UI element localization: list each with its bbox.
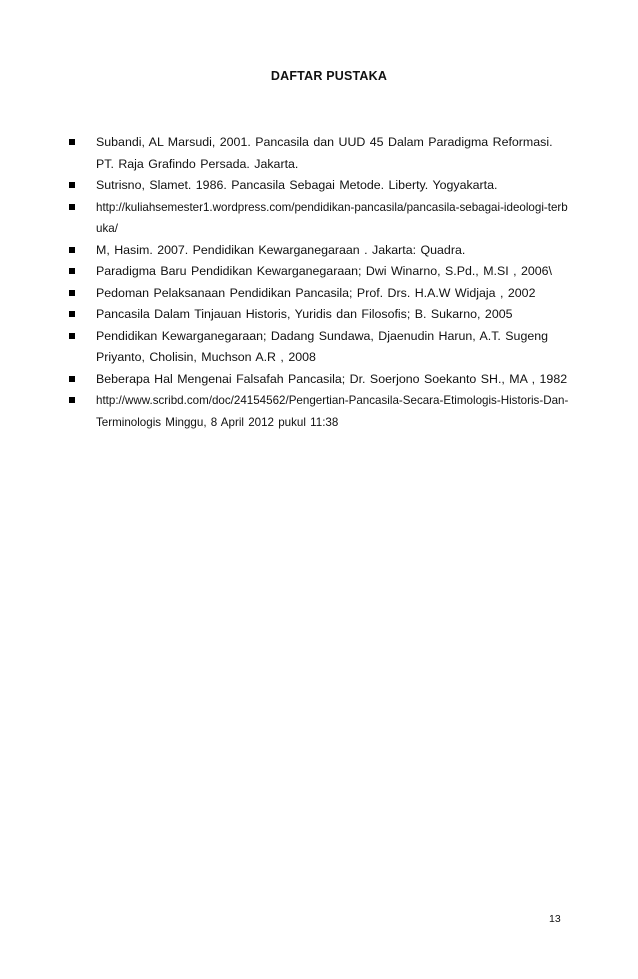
page-title: DAFTAR PUSTAKA bbox=[270, 69, 388, 83]
reference-text: M, Hasim. 2007. Pendidikan Kewarganegaraan . Jakarta: Quadra. bbox=[96, 242, 466, 257]
square-bullet-icon bbox=[69, 204, 75, 210]
square-bullet-icon bbox=[69, 182, 75, 188]
reference-item bbox=[69, 197, 569, 240]
square-bullet-icon bbox=[69, 268, 75, 274]
reference-text: Sutrisno, Slamet. 1986. Pancasila Sebagai Metode. Liberty. Yogyakarta. bbox=[96, 178, 498, 192]
reference-text: Subandi, AL Marsudi, 2001. Pancasila dan UUD 45 Dalam Paradigma Reformasi. PT. Raja Grafindo Persada. Jakarta. bbox=[96, 135, 553, 171]
reference-item bbox=[69, 369, 569, 391]
reference-item bbox=[69, 132, 569, 175]
square-bullet-icon bbox=[69, 333, 75, 339]
reference-list bbox=[69, 132, 569, 433]
square-bullet-icon bbox=[69, 247, 75, 253]
reference-item bbox=[69, 390, 569, 433]
square-bullet-icon bbox=[69, 139, 75, 145]
reference-item bbox=[69, 175, 569, 197]
reference-item bbox=[69, 304, 569, 326]
page-number: 13 bbox=[549, 913, 561, 925]
square-bullet-icon bbox=[69, 397, 75, 403]
reference-text: Pedoman Pelaksanaan Pendidikan Pancasila; Prof. Drs. H.A.W Widjaja , 2002 bbox=[96, 285, 536, 300]
reference-text: Pancasila Dalam Tinjauan Historis, Yuridis dan Filosofis; B. Sukarno, 2005 bbox=[96, 307, 513, 321]
reference-text: Beberapa Hal Mengenai Falsafah Pancasila; Dr. Soerjono Soekanto SH., MA , 1982 bbox=[96, 371, 568, 386]
square-bullet-icon bbox=[69, 376, 75, 382]
reference-text: Pendidikan Kewarganegaraan; Dadang Sundawa, Djaenudin Harun, A.T. Sugeng Priyanto, Cholisin, Muchson A.R , 2008 bbox=[96, 328, 549, 364]
reference-text: Paradigma Baru Pendidikan Kewarganegaraan; Dwi Winarno, S.Pd., M.SI , 2006\ bbox=[96, 264, 552, 278]
reference-link[interactable]: http://kuliahsemester1.wordpress.com/pendidikan-pancasila/pancasila-sebagai-ideologi-terbuka/ bbox=[96, 200, 568, 235]
reference-item bbox=[69, 283, 569, 305]
reference-item bbox=[69, 240, 569, 262]
reference-item bbox=[69, 326, 569, 369]
square-bullet-icon bbox=[69, 290, 75, 296]
reference-link[interactable]: http://www.scribd.com/doc/24154562/Pengertian-Pancasila-Secara-Etimologis-Historis-Dan-Terminologis Minggu, 8 April 2012 pukul 11:38 bbox=[96, 394, 569, 429]
reference-item bbox=[69, 261, 569, 283]
square-bullet-icon bbox=[69, 311, 75, 317]
